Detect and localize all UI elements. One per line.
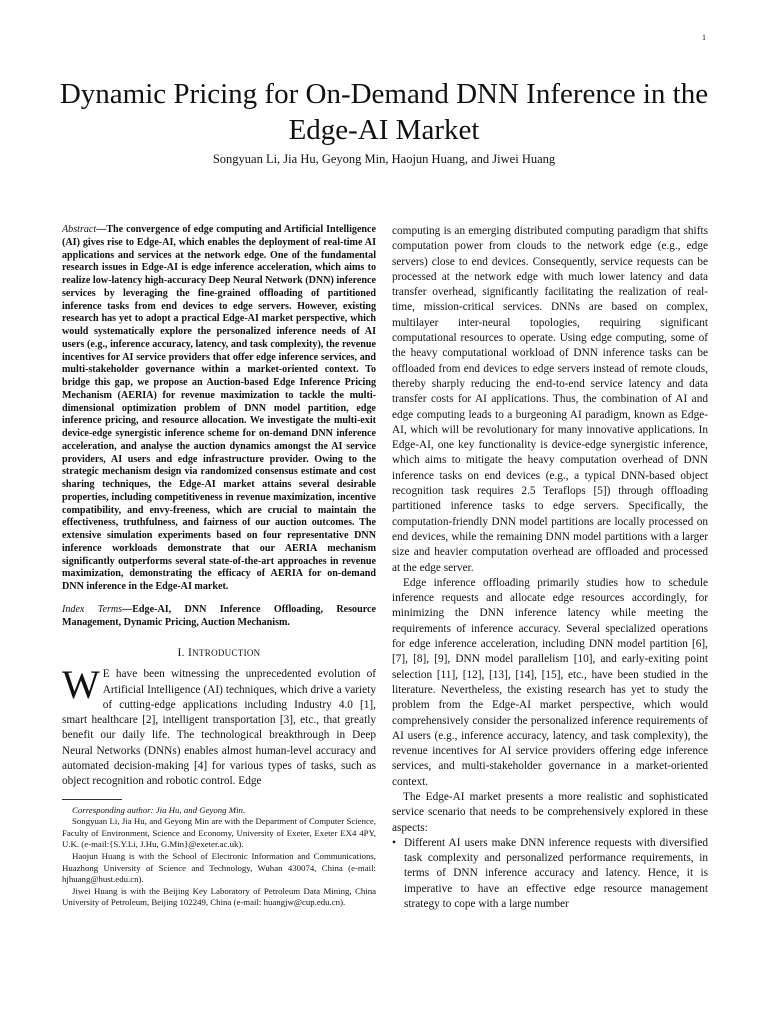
intro-paragraph-2: Edge inference offloading primarily studies how to schedule inference requests and allocate edge resources accordingly, for minimizing the DNN inference latency while meeting the requirements of inference accuracy. Several specialized operations for edge inference acceleration, including DNN model partition [6], [7], [8], [9], DNN model parallelism [10], and early-exiting point selection [11], [12], [13], [14], [15], etc., have been studied in the literature. Nevertheless, the existing research has yet to study the problem from the Edge-AI market perspective, which would comprehensively consider the personalized inference requirements of AI users (e.g., inference accuracy, latency, and task complexity), the revenue incentives for AI service providers offering edge inference services, and multi-stakeholder governance in a market-oriented context. [392,576,708,788]
intro-paragraph-1 [62,662,376,789]
abstract [62,224,376,594]
bullet-item-1 [392,836,708,912]
footnote-corresponding: Corresponding author: Jia Hu, and Geyong Min. [72,804,246,815]
section-numeral: I. [177,647,185,660]
abstract-lead: Abstract [62,224,97,235]
right-column [392,224,708,912]
footnote-affiliation-2: Haojun Huang is with the School of Electronic Information and Communications, Huazhong University of Science and Technology, Wuhan 430074, China (e-mail: hjhuang@hust.edu.cn). [62,851,376,885]
section-heading-introduction [62,647,376,659]
section-rest-caps: NTRODUCTION [192,648,261,659]
abstract-text: —The convergence of edge computing and Artificial Intelligence (AI) gives rise to Edge-AI, which enables the deployment of real-time AI applications and services at the network edge. One of the fundamental research issues in Edge-AI is edge inference acceleration, which aims to realize low-latency high-accuracy Deep Neural Network (DNN) inference services by leveraging the fine-grained offloading of partitioned inference tasks from end devices to edge servers. However, existing research has yet to adopt a practical Edge-AI market perspective, which would systematically explore the personalized inference needs of AI users (e.g., inference accuracy, latency, and task complexity), the revenue incentives for AI service providers that offer edge inference services, and multi-stakeholder governance within a market-oriented context. To bridge this gap, we propose an Auction-based Edge Inference Pricing Mechanism (AERIA) for revenue maximization to tackle the multi-dimensional optimization problem of DNN model partition, edge inference pricing, and resource allocation. We investigate the multi-exit device-edge synergistic inference scheme for on-demand DNN inference acceleration, and analyse the auction dynamics amongst the AI service providers, AI users and edge infrastructure provider. Owing to the strategic mechanism design via randomized consensus estimate and cost sharing techniques, the Edge-AI market attains several desirable properties, including competitiveness in revenue maximization, incentive compatibility, and envy-freeness, which are crucial to maintain the effectiveness, truthfulness, and fairness of our auction outcomes. The extensive simulation experiments based on four representative DNN inference workloads demonstrate that our AERIA mechanism significantly outperforms several state-of-the-art approaches in revenue maximization, demonstrating the efficacy of AERIA for on-demand DNN inference in the Edge-AI market. [62,224,376,592]
bullet-item-1-text: Different AI users make DNN inference requests with diversified task complexity and personalized performance requirements, in terms of DNN inference accuracy and latency. Hence, it is imperative to have an effective edge resource management strategy to cope with a large number [404,836,708,911]
drop-cap: W [62,662,100,708]
index-terms-lead: Index Terms [62,603,123,615]
bullet-icon: • [392,836,396,849]
footnotes [62,805,376,909]
footnote-rule [62,799,122,800]
footnote-affiliation-1: Songyuan Li, Jia Hu, and Geyong Min are with the Department of Computer Science, Faculty of Environment, Science and Economy, University of Exeter, Exeter EX4 4PY, U.K. (e-mail:{S.Y.Li, J.Hu, G.Min}@exeter.ac.uk). [62,816,376,850]
author-list: Songyuan Li, Jia Hu, Geyong Min, Haojun Huang, and Jiwei Huang [212,152,556,166]
section-first-letter: I [188,647,193,660]
footnote-affiliation-3: Jiwei Huang is with the Beijing Key Laboratory of Petroleum Data Mining, China University of Petroleum, Beijing 102249, China (e-mail: huangjw@cup.edu.cn). [62,885,376,908]
index-terms [62,604,376,630]
intro-paragraph-3: The Edge-AI market presents a more realistic and sophisticated service scenario that needs to be comprehensively explored in these aspects: [392,790,708,834]
intro-paragraph-1-text: E have been witnessing the unprecedented evolution of Artificial Intelligence (AI) techniques, which drive a variety of cutting-edge applications including Industry 4.0 [1], smart healthcare [2], intelligent transportation [3], etc., that greatly benefit our daily life. The technological breakthrough in Deep Neural Networks (DNNs) enables almost human-level accuracy and automated decision-making [4] for various types of tasks, such as object recognition and robotic control. Edge [62,668,376,788]
intro-paragraph-1-cont: computing is an emerging distributed computing paradigm that shifts computation power from clouds to the network edge (e.g., edge servers) close to end devices. Consequently, service requests can be processed at the network edge with much lower latency and data transfer overhead, significantly facilitating the realization of real-time, mission-critical services. DNNs are based on complex, multilayer inter-neural topologies, requiring significant computational resources to operate. Using edge computing, some of the heavy computational workload of DNN inference tasks can be offloaded from end devices to edge servers instead of remote clouds, thereby sharply reducing the end-to-end service latency and data transfer costs for AI applications. Thus, the combination of AI and edge computing leads to a burgeoning AI paradigm, known as Edge-AI, which will be revolutionary for many innovative applications. In Edge-AI, one key functionality is device-edge synergistic inference, which aims to mitigate the heavy computation overhead of DNN inference tasks on end devices (e.g., a typical DNN-based object recognition task requires 2.5 Teraflops [5]) through offloading partitioned inference tasks to edge servers. Specifically, the computation-friendly DNN model partitions are locally processed on end devices, while the remaining DNN model partitions with a larger size and heavier computation overhead are offloaded and processed at the edge server. [392,225,708,574]
left-column [62,224,376,909]
index-terms-text: —Edge-AI, DNN Inference Offloading, Resource Management, Dynamic Pricing, Auction Mechanism. [62,603,376,628]
paper-title: Dynamic Pricing for On-Demand DNN Inference in the Edge-AI Market [59,78,709,146]
page-number: 1 [702,33,706,42]
